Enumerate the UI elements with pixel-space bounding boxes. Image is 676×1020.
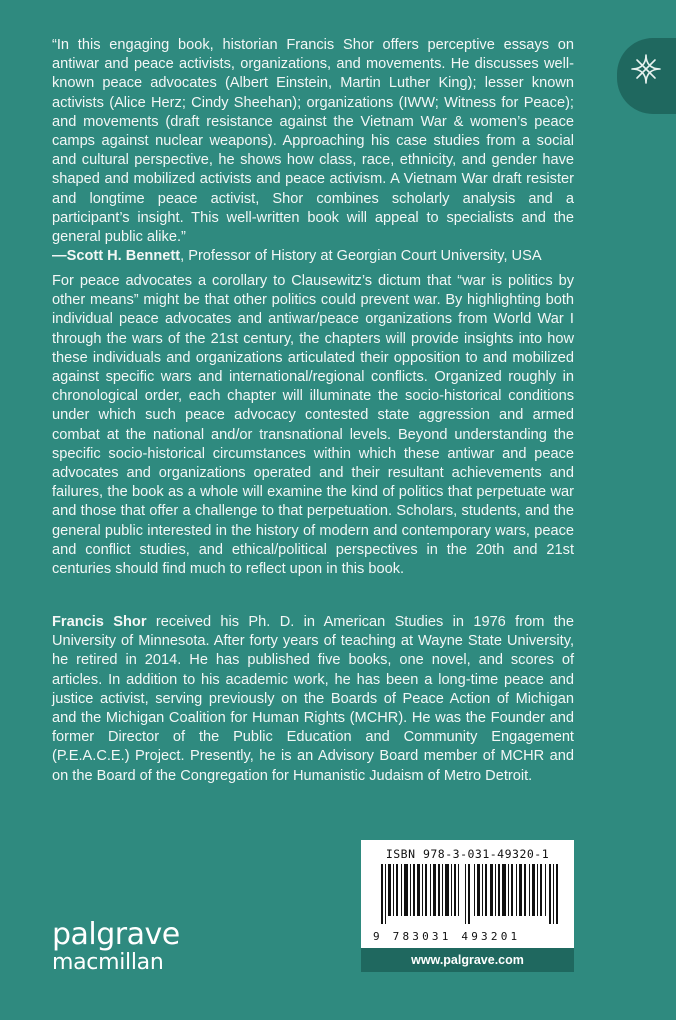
author-name: Francis Shor: [52, 614, 147, 630]
barcode-bars: [381, 864, 559, 924]
author-bio: [52, 613, 574, 786]
quote-affiliation: , Professor of History at Georgian Court University, USA: [180, 248, 542, 265]
endorsement-quote: [52, 36, 574, 266]
isbn-barcode: [361, 840, 574, 948]
springer-star-icon: [629, 52, 663, 86]
publisher-logo: [52, 917, 180, 976]
quote-attribution: [52, 247, 574, 266]
author-bio-text: received his Ph. D. in American Studies in 1976 from the University of Minnesota. After forty years of teaching at Wayne State University, he retired in 2014. He has published five books, one novel, and scores of articles. In addition to his academic work, he has been a long-time peace and justice activist, serving previously on the Boards of Peace Action of Michigan and the Michigan Coalition for Human Rights (MCHR). He was the Founder and former Director of the Public Education and Community Engagement (P.E.A.C.E.) Project. Presently, he is an Advisory Board member of MCHR and on the Board of the Congregation for Humanistic Judaism of Metro Detroit.: [52, 614, 574, 784]
logo-palgrave: palgrave: [52, 917, 180, 952]
publisher-url: www.palgrave.com: [361, 948, 574, 972]
quote-author: —Scott H. Bennett: [52, 248, 181, 265]
quote-text: “In this engaging book, historian Francis Shor offers perceptive essays on antiwar and peace activists, organizations, and movements. He discusses well-known peace advocates (Albert Einstein, Martin Luther King); lesser known activists (Alice Herz; Cindy Sheehan); organizations (IWW; Witness for Peace); and movements (draft resistance against the Vietnam War & women’s peace camps against nuclear weapons). Approaching his case studies from a social and cultural perspective, he shows how class, race, ethnicity, and gender have shaped and mobilized activists and peace activism. A Vietnam War draft resister and longtime peace activist, Shor combines scholarly analysis and a participant’s insight. This well-written book will appeal to specialists and the general public alike.”: [52, 37, 574, 246]
book-description: For peace advocates a corollary to Clausewitz’s dictum that “war is politics by other means” might be that other politics could prevent war. By highlighting both individual peace advocates and antiwar/peace organizations from World War I through the wars of the 21st century, the chapters will provide insights into how these individuals and organizations articulated their opposition to and mobilized against specific wars and international/regional conflicts. Organized roughly in chronological order, each chapter will illuminate the socio-historical conditions under which such peace advocacy contested state aggression and armed combat at the national and/or transnational levels. Beyond understanding the specific socio-historical circumstances within which these antiwar and peace advocates and organizations operated and their resultant achievements and failures, the book as a whole will examine the kind of politics that perpetuate war and those that offer a challenge to that perpetuation. Scholars, students, and the general public interested in the history of modern and contemporary wars, peace and conflict studies, and ethical/political perspectives in the 20th and 21st centuries should find much to reflect upon in this book.: [52, 273, 574, 578]
isbn-label: ISBN 978-3-031-49320-1: [385, 847, 550, 861]
logo-macmillan: macmillan: [52, 950, 164, 975]
barcode-digits: 9 783031 493201: [373, 930, 521, 943]
publisher-badge: [617, 38, 676, 114]
